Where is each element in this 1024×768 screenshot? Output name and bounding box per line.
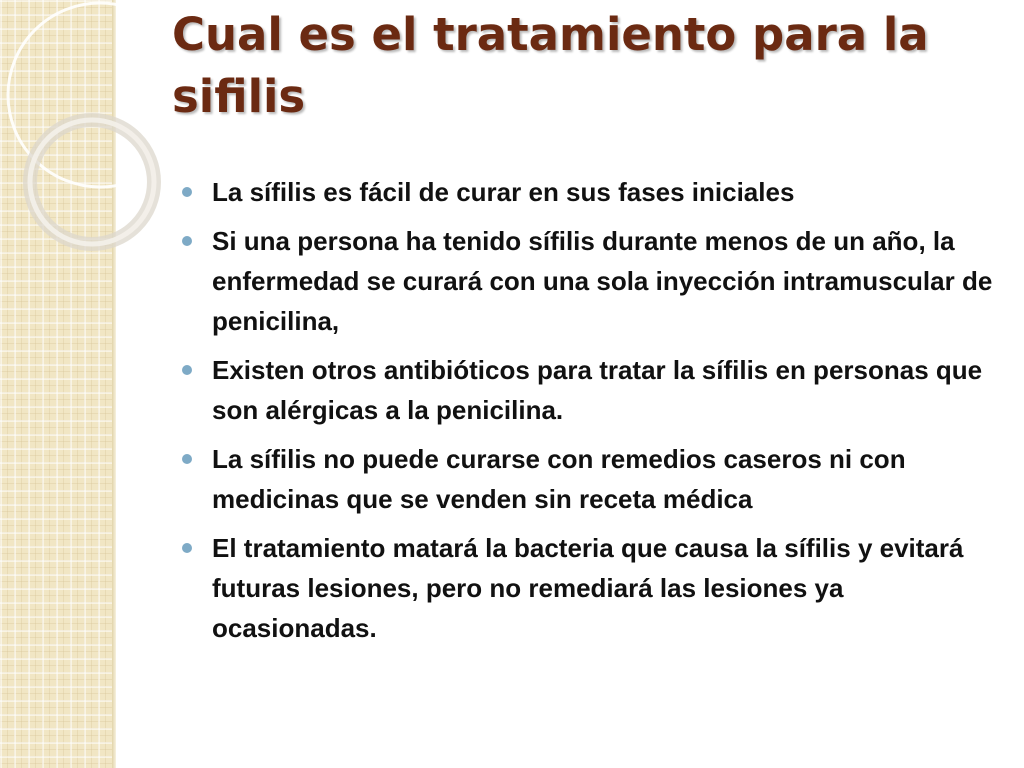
bullet-dot-icon (182, 236, 192, 246)
bullet-text: La sífilis no puede curarse con remedios caseros ni con medicinas que se venden sin receta médica (212, 444, 906, 514)
bullet-item (180, 439, 998, 519)
bullet-text: Existen otros antibióticos para tratar la sífilis en personas que son alérgicas a la penicilina. (212, 355, 983, 425)
bullet-item (180, 528, 998, 648)
bullet-dot-icon (182, 454, 192, 464)
bullet-text: Si una persona ha tenido sífilis durante menos de un año, la enfermedad se curará con una sola inyección intramuscular de penicilina, (212, 226, 993, 336)
decorative-ring-small-highlight (30, 120, 154, 244)
bullet-dot-icon (182, 365, 192, 375)
bullet-list (180, 172, 998, 657)
slide-title: Cual es el tratamiento para la sifilis (172, 8, 929, 123)
bullet-dot-icon (182, 187, 192, 197)
bullet-text: La sífilis es fácil de curar en sus fases iniciales (212, 177, 795, 207)
decorative-rings-icon (0, 0, 200, 260)
bullet-item (180, 172, 998, 212)
bullet-dot-icon (182, 543, 192, 553)
bullet-text: El tratamiento matará la bacteria que causa la sífilis y evitará futuras lesiones, pero no remediará las lesiones ya ocasionadas. (212, 533, 964, 643)
bullet-item (180, 350, 998, 430)
bullet-item (180, 221, 998, 341)
